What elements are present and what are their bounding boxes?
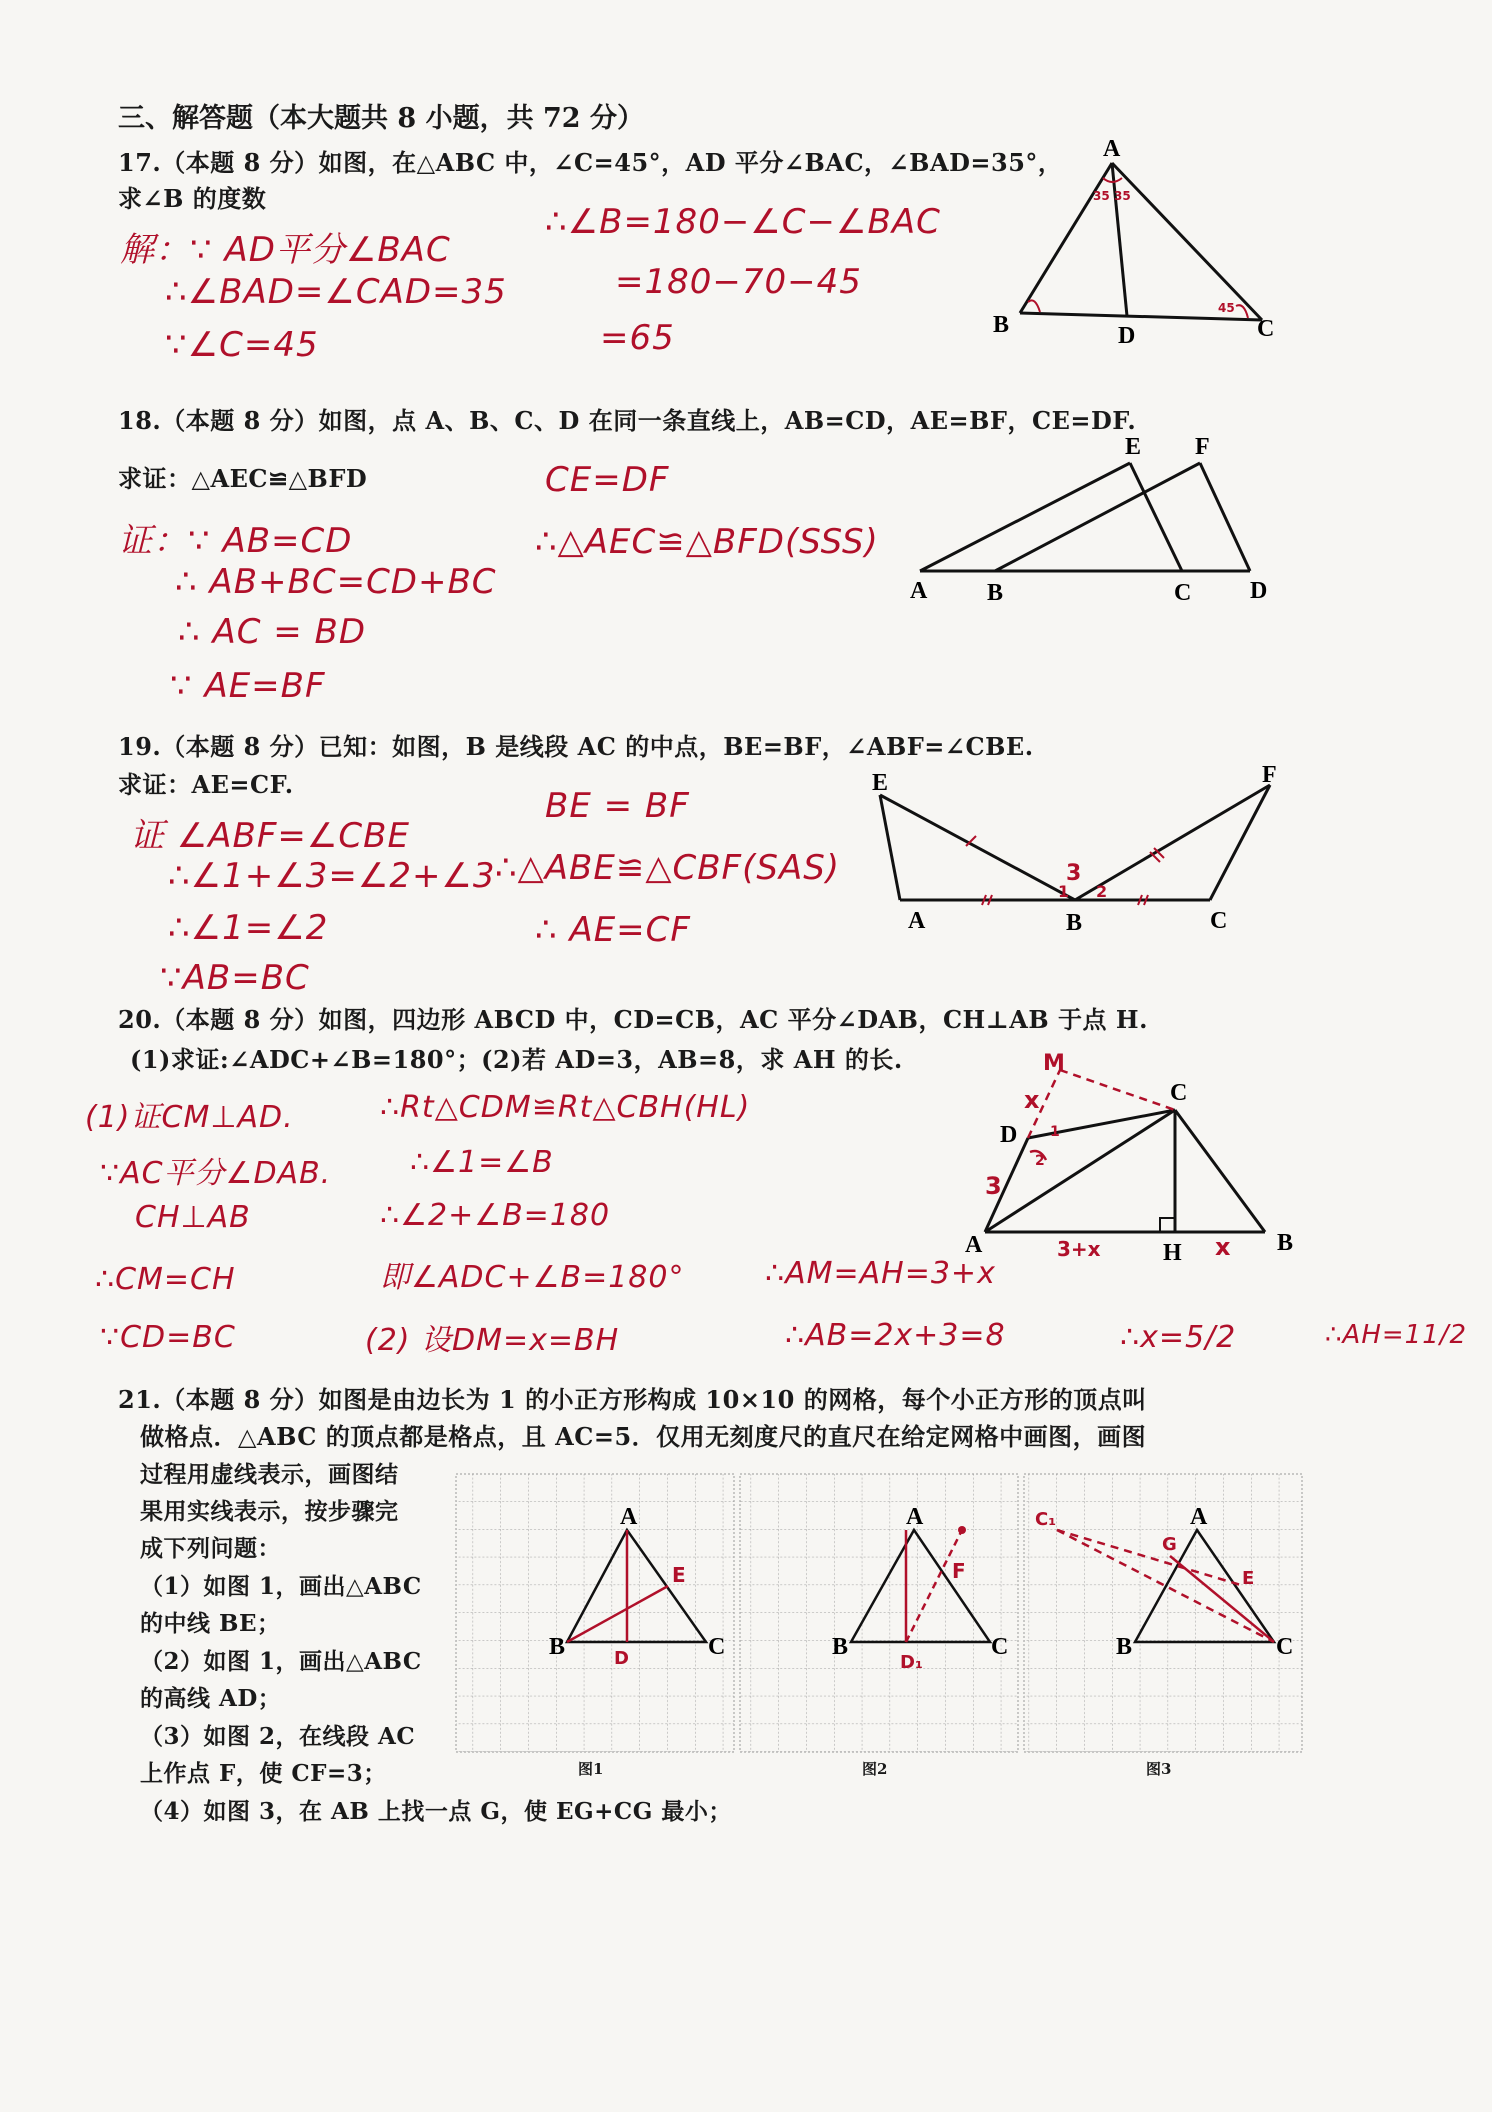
q20-work-7: ∴∠1=∠B <box>410 1145 554 1180</box>
fig2-label-c: C <box>991 1634 1009 1660</box>
q20-work-13: ∴x=5/2 <box>1120 1320 1237 1355</box>
fig1-label-b: B <box>549 1634 566 1660</box>
q20-label-x1: x <box>1024 1086 1040 1114</box>
fig2-label-a: A <box>906 1504 924 1530</box>
q20-work-4: ∴CM=CH <box>95 1262 236 1297</box>
q21-side-2: 果用实线表示，按步骤完 <box>140 1498 399 1525</box>
q17-work-4: ∴∠B=180−∠C−∠BAC <box>545 202 941 242</box>
q18-label-d: D <box>1250 578 1268 604</box>
q17-prompt-line2: 求∠B 的度数 <box>118 184 267 213</box>
q19-work-1: 证 ∠ABF=∠CBE <box>130 816 410 856</box>
q21-prompt-line2: 做格点．△ABC 的顶点都是格点，且 AC=5．仅用无刻度尺的直尺在给定网格中画图，画图 <box>140 1422 1147 1451</box>
q21-last: （4）如图 3，在 AB 上找一点 G，使 EG+CG 最小； <box>140 1798 732 1825</box>
q19-angle-1: 1 <box>1058 882 1070 901</box>
q20-label-a: A <box>965 1232 983 1258</box>
q20-label-3: 3 <box>985 1172 1002 1200</box>
q21-side-4: （1）如图 1，画出△ABC <box>140 1573 422 1600</box>
q20-label-3x: 3+x <box>1057 1237 1101 1261</box>
q18-work-1: 证：∵ AB=CD <box>118 521 353 561</box>
q20-work-9: 即∠ADC+∠B=180° <box>380 1260 685 1295</box>
q20-label-b: B <box>1277 1230 1294 1256</box>
q18-work-3: ∴ AC = BD <box>178 612 367 652</box>
q21-side-7: 的高线 AD； <box>140 1685 282 1712</box>
q17-work-5: =180−70−45 <box>615 262 862 302</box>
q20-work-14: ∴AH=11/2 <box>1325 1320 1468 1350</box>
fig1-label-d: D <box>614 1648 629 1669</box>
fig2-label-f: F <box>952 1559 966 1583</box>
q18-label-f: F <box>1195 434 1210 460</box>
fig3-label-e: E <box>1242 1568 1255 1589</box>
q20-work-10: (2) 设DM=x=BH <box>365 1323 620 1358</box>
q19-angle-3: 3 <box>1066 861 1082 886</box>
q20-work-5: ∵CD=BC <box>100 1320 236 1355</box>
q18-work-6: ∴△AEC≌△BFD(SSS) <box>535 522 879 562</box>
q17-work-1: 解：∵ AD平分∠BAC <box>120 230 451 270</box>
q21-side-9: 上作点 F，使 CF=3； <box>140 1760 387 1787</box>
q19-prompt: 19.（本题 8 分）已知：如图，B 是线段 AC 的中点，BE=BF，∠ABF=∠CBE. <box>118 732 1034 761</box>
q19-label-e: E <box>872 770 889 796</box>
q20-prompt-line2: (1)求证:∠ADC+∠B=180°；(2)若 AD=3，AB=8，求 AH 的长. <box>130 1045 903 1074</box>
q17-work-3: ∵∠C=45 <box>165 325 319 365</box>
q20-work-2: ∵AC平分∠DAB. <box>100 1156 332 1191</box>
q20-work-3: CH⊥AB <box>135 1200 251 1235</box>
q17-label-c: C <box>1257 316 1275 342</box>
grid-3 <box>1024 1474 1302 1752</box>
q17-angle-bad: 35 <box>1093 189 1110 203</box>
q18-work-5: CE=DF <box>545 460 670 500</box>
q19-label-c: C <box>1210 908 1228 934</box>
q19-work-5: BE = BF <box>545 786 690 826</box>
q19-angle-2: 2 <box>1096 882 1108 901</box>
q18-work-4: ∵ AE=BF <box>170 666 326 706</box>
q20-work-6: ∴Rt△CDM≌Rt△CBH(HL) <box>380 1090 751 1125</box>
fig1-label-c: C <box>708 1634 726 1660</box>
q17-label-d: D <box>1118 323 1136 349</box>
grid-2 <box>740 1474 1018 1752</box>
q18-prompt: 18.（本题 8 分）如图，点 A、B、C、D 在同一条直线上，AB=CD，AE=BF，CE=DF. <box>118 406 1137 435</box>
q21-side-8: （3）如图 2，在线段 AC <box>140 1723 416 1750</box>
fig3-label-a: A <box>1190 1504 1208 1530</box>
q17-work-2: ∴∠BAD=∠CAD=35 <box>165 272 507 312</box>
q21-prompt-line1: 21.（本题 8 分）如图是由边长为 1 的小正方形构成 10×10 的网格，每个小正方形的顶点叫 <box>118 1385 1147 1414</box>
fig3-label-c1: C₁ <box>1035 1509 1057 1530</box>
caption-fig3: 图3 <box>1146 1760 1172 1778</box>
q19-work-2: ∴∠1+∠3=∠2+∠3 <box>168 856 496 896</box>
q20-label-m: M <box>1043 1051 1065 1076</box>
q21-side-1: 过程用虚线表示，画图结 <box>140 1461 399 1488</box>
fig3-label-b: B <box>1116 1634 1133 1660</box>
q19-label-f: F <box>1262 762 1277 788</box>
fig3-label-g: G <box>1162 1534 1177 1555</box>
q19-work-4: ∵AB=BC <box>160 958 310 998</box>
q17-angle-cad: 35 <box>1114 189 1131 203</box>
q17-prompt-line1: 17.（本题 8 分）如图，在△ABC 中，∠C=45°，AD 平分∠BAC，∠BAD=35°， <box>118 148 1063 177</box>
q19-label-a: A <box>908 908 926 934</box>
q20-work-12: ∴AB=2x+3=8 <box>785 1318 1006 1353</box>
fig2-label-d1: D₁ <box>900 1652 923 1673</box>
caption-fig2: 图2 <box>862 1760 888 1778</box>
q20-angle-1: 1 <box>1050 1124 1060 1140</box>
q21-side-6: （2）如图 1，画出△ABC <box>140 1648 422 1675</box>
fig1-label-a: A <box>620 1504 638 1530</box>
q20-angle-2: 2 <box>1035 1153 1045 1169</box>
fig3-label-c: C <box>1276 1634 1294 1660</box>
q18-label-e: E <box>1125 434 1142 460</box>
q18-label-a: A <box>910 578 928 604</box>
q18-label-c: C <box>1174 580 1192 606</box>
q17-label-a: A <box>1103 136 1121 162</box>
q17-work-6: =65 <box>600 318 675 358</box>
q18-prove: 求证：△AEC≌△BFD <box>118 464 368 493</box>
q20-work-1: (1)证CM⊥AD. <box>85 1100 294 1135</box>
q20-prompt-line1: 20.（本题 8 分）如图，四边形 ABCD 中，CD=CB，AC 平分∠DAB，CH⊥AB 于点 H. <box>118 1005 1148 1034</box>
q19-work-6: ∴△ABE≌△CBF(SAS) <box>495 848 841 888</box>
section-title: 三、解答题（本大题共 8 小题，共 72 分） <box>118 103 644 134</box>
q21-side-3: 成下列问题： <box>140 1535 281 1562</box>
caption-fig1: 图1 <box>578 1760 604 1778</box>
q20-label-h: H <box>1163 1240 1182 1266</box>
q17-angle-c: 45 <box>1218 301 1235 315</box>
q19-prove: 求证：AE=CF. <box>118 770 294 799</box>
q20-work-11: ∴AM=AH=3+x <box>765 1256 996 1291</box>
q19-work-3: ∴∠1=∠2 <box>168 908 329 948</box>
q19-work-7: ∴ AE=CF <box>535 910 691 950</box>
q20-label-d: D <box>1000 1122 1018 1148</box>
fig2-label-b: B <box>832 1634 849 1660</box>
fig1-label-e: E <box>672 1563 686 1587</box>
q20-label-x2: x <box>1215 1233 1231 1261</box>
q17-label-b: B <box>993 312 1010 338</box>
q21-side-5: 的中线 BE； <box>140 1610 281 1637</box>
q18-work-2: ∴ AB+BC=CD+BC <box>175 562 497 602</box>
q18-label-b: B <box>987 580 1004 606</box>
q20-work-8: ∴∠2+∠B=180 <box>380 1198 611 1233</box>
q20-label-c: C <box>1170 1080 1188 1106</box>
grid-1 <box>456 1474 734 1752</box>
q19-label-b: B <box>1066 910 1083 936</box>
